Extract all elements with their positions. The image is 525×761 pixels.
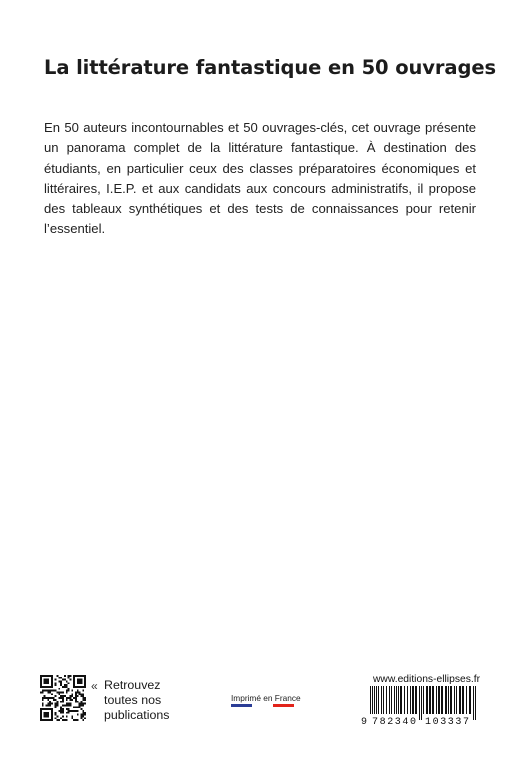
blurb-line: littéraires, I.E.P. et aux candidats aux concours administratifs, il propose (44, 180, 476, 196)
blurb-line: En 50 auteurs incontournables et 50 ouvrages-clés, cet ouvrage présente (44, 120, 476, 135)
publisher-website[interactable]: www.editions-ellipses.fr (372, 674, 480, 685)
back-cover-blurb (44, 118, 476, 240)
retrouvez-line: Retrouvez (104, 678, 161, 692)
isbn-digits-group-1: 782340 (372, 717, 416, 726)
flag-red-stripe (273, 704, 294, 707)
blurb-line: des tableaux synthétiques et des tests de connaissances pour retenir (44, 201, 476, 217)
retrouvez-line: publications (104, 708, 170, 722)
retrouvez-line: toutes nos (104, 693, 162, 707)
blurb-line: l’essentiel. (44, 221, 106, 237)
blurb-line: un panorama complet de la littérature fantastique. À destination des (44, 140, 476, 156)
qr-code-icon[interactable] (40, 675, 86, 721)
blurb-line: étudiants, en particulier ceux des classes préparatoires économiques et (44, 160, 476, 176)
isbn-digits-group-2: 103337 (425, 717, 469, 726)
retrouvez-publications[interactable] (92, 678, 182, 723)
double-chevron-left-icon: « (91, 679, 98, 693)
book-title: La littérature fantastique en 50 ouvrages (44, 56, 496, 79)
printed-in-france-label: Imprimé en France (231, 693, 301, 703)
flag-blue-stripe (231, 704, 252, 707)
isbn-first-digit: 9 (361, 717, 368, 726)
isbn-barcode-icon (360, 686, 480, 726)
